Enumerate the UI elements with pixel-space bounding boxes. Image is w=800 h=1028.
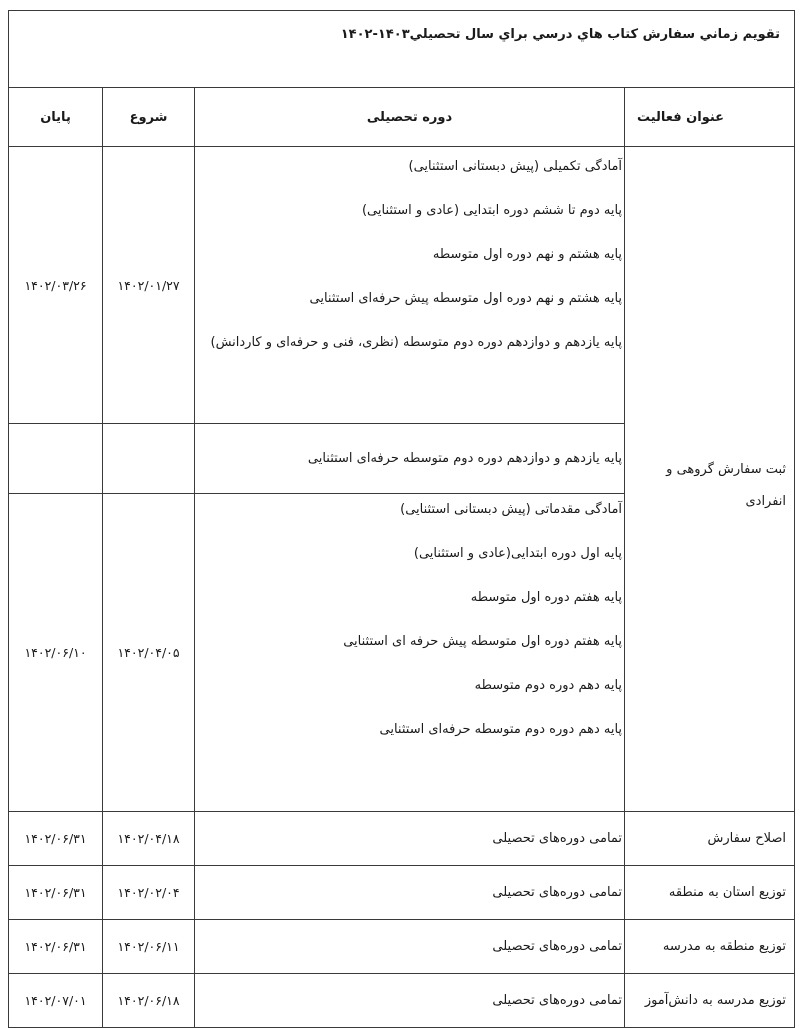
course-cell: تمامی دوره‌های تحصیلی	[195, 866, 625, 920]
end-date: ۱۴۰۲/۰۷/۰۱	[9, 974, 103, 1028]
header-start: شروع	[103, 88, 195, 147]
course-list	[195, 424, 625, 494]
course-item: پایه هشتم و نهم دوره اول متوسطه	[432, 247, 623, 262]
course-item: پایه هفتم دوره اول متوسطه پیش حرفه ای استثنایی	[343, 634, 623, 649]
table-title: تقويم زماني سفارش كتاب هاي درسي براي سال تحصيلي۱۴۰۳-۱۴۰۲	[9, 11, 795, 88]
end-date: ۱۴۰۲/۰۶/۳۱	[9, 920, 103, 974]
end-date: ۱۴۰۲/۰۶/۳۱	[9, 812, 103, 866]
course-item: پایه هشتم و نهم دوره اول متوسطه پیش حرفه‌ای استثنایی	[309, 291, 623, 306]
course-cell: تمامی دوره‌های تحصیلی	[195, 974, 625, 1028]
course-item: آمادگی مقدماتی (پیش دبستانی استثنایی)	[400, 502, 623, 517]
start-date: ۱۴۰۲/۰۶/۱۱	[103, 920, 195, 974]
start-date: ۱۴۰۲/۰۴/۱۸	[103, 812, 195, 866]
start-date	[103, 424, 195, 494]
course-cell: تمامی دوره‌های تحصیلی	[195, 920, 625, 974]
activity-cell: توزیع مدرسه به دانش‌آموز	[625, 974, 795, 1028]
header-course: دوره تحصیلی	[195, 88, 625, 147]
table-row	[9, 812, 795, 866]
course-item: پایه دهم دوره دوم متوسطه	[474, 678, 623, 693]
table-row	[9, 866, 795, 920]
course-item: پایه یازدهم و دوازدهم دوره دوم متوسطه حرفه‌ای استثنایی	[307, 450, 623, 466]
end-date: ۱۴۰۲/۰۶/۳۱	[9, 866, 103, 920]
course-item: پایه یازدهم و دوازدهم دوره دوم متوسطه (نظری، فنی و حرفه‌ای و کاردانش)	[210, 335, 623, 350]
course-cell: تمامی دوره‌های تحصیلی	[195, 812, 625, 866]
activity-cell: اصلاح سفارش	[625, 812, 795, 866]
course-item: پایه دوم تا ششم دوره ابتدایی (عادی و استثنایی)	[361, 203, 623, 218]
course-item: پایه دهم دوره دوم متوسطه حرفه‌ای استثنایی	[379, 722, 623, 737]
schedule-table	[8, 10, 795, 1028]
start-date: ۱۴۰۲/۰۲/۰۴	[103, 866, 195, 920]
course-list	[195, 147, 625, 424]
end-date: ۱۴۰۲/۰۳/۲۶	[9, 147, 103, 424]
activity-cell: توزیع منطقه به مدرسه	[625, 920, 795, 974]
header-row	[9, 88, 795, 147]
course-item: آمادگی تکمیلی (پیش دبستانی استثنایی)	[408, 159, 623, 174]
start-date: ۱۴۰۲/۰۱/۲۷	[103, 147, 195, 424]
activity-cell: توزیع استان به منطقه	[625, 866, 795, 920]
table-row	[9, 920, 795, 974]
end-date	[9, 424, 103, 494]
course-list	[195, 494, 625, 812]
start-date: ۱۴۰۲/۰۴/۰۵	[103, 494, 195, 812]
schedule-document	[8, 10, 794, 1028]
table-row	[9, 147, 795, 424]
start-date: ۱۴۰۲/۰۶/۱۸	[103, 974, 195, 1028]
course-item: پایه اول دوره ابتدایی(عادی و استثنایی)	[413, 546, 623, 561]
activity-registration: ثبت سفارش گروهی و انفرادی	[625, 147, 795, 812]
course-item: پایه هفتم دوره اول متوسطه	[470, 590, 623, 605]
header-activity: عنوان فعالیت	[625, 88, 795, 147]
table-row	[9, 974, 795, 1028]
end-date: ۱۴۰۲/۰۶/۱۰	[9, 494, 103, 812]
header-end: پایان	[9, 88, 103, 147]
